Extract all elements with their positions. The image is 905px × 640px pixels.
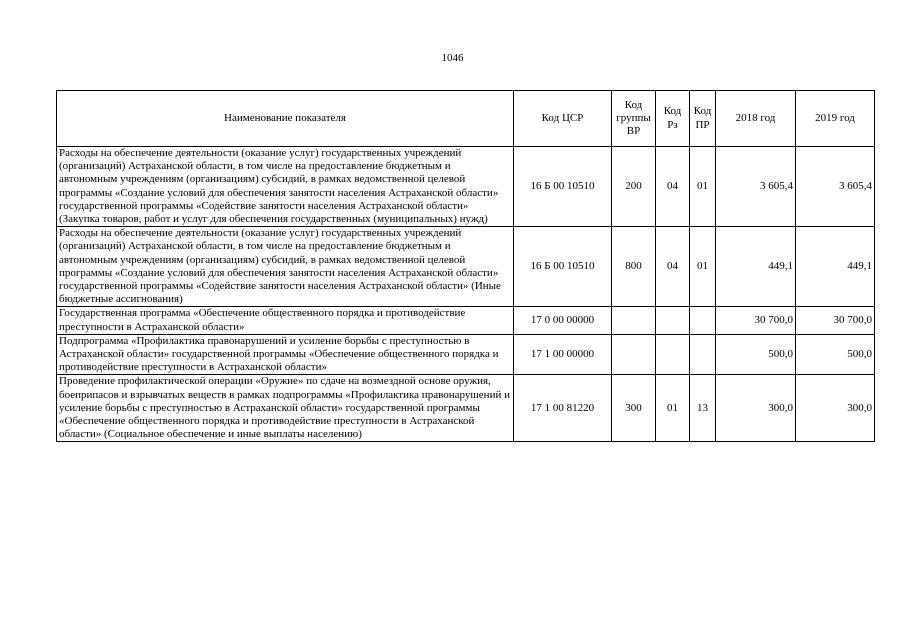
row-rz	[656, 334, 690, 375]
header-row	[57, 91, 875, 147]
row-2018: 449,1	[716, 227, 796, 307]
row-pr	[690, 334, 716, 375]
row-pr	[690, 307, 716, 334]
row-vr	[612, 307, 656, 334]
page-number: 1046	[441, 52, 464, 64]
header-pr: Код ПР	[690, 91, 716, 147]
row-2018: 30 700,0	[716, 307, 796, 334]
header-group-vr: Код группы ВР	[612, 91, 656, 147]
table-row	[57, 147, 875, 227]
row-vr: 200	[612, 147, 656, 227]
row-name: Проведение профилактической операции «Оружие» по сдаче на возмездной основе оружия, боеприпасов и взрывчатых веществ в рамках подпрограммы «Профилактика правонарушений и усиление борьбы с преступностью в Астраханской области» государственной программы «Обеспечение общественного порядка и противодействие преступности в Астраханской области» (Социальное обеспечение и иные выплаты населению)	[57, 375, 514, 442]
row-rz: 01	[656, 375, 690, 442]
row-pr: 01	[690, 147, 716, 227]
row-name: Расходы на обеспечение деятельности (оказание услуг) государственных учреждений (организаций) Астраханской области, в том числе на предоставление бюджетным и автономным учреждениям (организациям) субсидий, в рамках ведомственной целевой программы «Создание условий для обеспечения занятости населения Астраханской области» государственной программы «Содействие занятости населения Астраханской области» (Закупка товаров, работ и услуг для обеспечения государственных (муниципальных) нужд)	[57, 147, 514, 227]
row-vr	[612, 334, 656, 375]
row-rz	[656, 307, 690, 334]
row-name: Государственная программа «Обеспечение общественного порядка и противодействие преступности в Астраханской области»	[57, 307, 514, 334]
row-2019: 3 605,4	[796, 147, 875, 227]
row-2018: 300,0	[716, 375, 796, 442]
header-year-2018: 2018 год	[716, 91, 796, 147]
row-pr: 13	[690, 375, 716, 442]
table-row	[57, 334, 875, 375]
row-csr: 17 1 00 00000	[514, 334, 612, 375]
row-vr: 800	[612, 227, 656, 307]
header-year-2019: 2019 год	[796, 91, 875, 147]
table-row	[57, 307, 875, 334]
row-2018: 500,0	[716, 334, 796, 375]
row-2019: 449,1	[796, 227, 875, 307]
row-2019: 30 700,0	[796, 307, 875, 334]
row-pr: 01	[690, 227, 716, 307]
row-2019: 300,0	[796, 375, 875, 442]
header-name: Наименование показателя	[57, 91, 514, 147]
table-row	[57, 375, 875, 442]
row-name: Расходы на обеспечение деятельности (оказание услуг) государственных учреждений (организаций) Астраханской области, в том числе на предоставление бюджетным и автономным учреждениям (организациям) субсидий, в рамках ведомственной целевой программы «Создание условий для обеспечения занятости населения Астраханской области» государственной программы «Содействие занятости населения Астраханской области» (Иные бюджетные ассигнования)	[57, 227, 514, 307]
row-csr: 16 Б 00 10510	[514, 147, 612, 227]
row-2018: 3 605,4	[716, 147, 796, 227]
row-csr: 17 0 00 00000	[514, 307, 612, 334]
row-rz: 04	[656, 227, 690, 307]
row-rz: 04	[656, 147, 690, 227]
budget-table	[56, 90, 875, 442]
header-rz: Код Рз	[656, 91, 690, 147]
row-csr: 17 1 00 81220	[514, 375, 612, 442]
row-name: Подпрограмма «Профилактика правонарушений и усиление борьбы с преступностью в Астраханской области» государственной программы «Обеспечение общественного порядка и противодействие преступности в Астраханской области»	[57, 334, 514, 375]
table-row	[57, 227, 875, 307]
row-csr: 16 Б 00 10510	[514, 227, 612, 307]
table-body	[57, 147, 875, 442]
table-header	[57, 91, 875, 147]
header-csr: Код ЦСР	[514, 91, 612, 147]
row-vr: 300	[612, 375, 656, 442]
row-2019: 500,0	[796, 334, 875, 375]
